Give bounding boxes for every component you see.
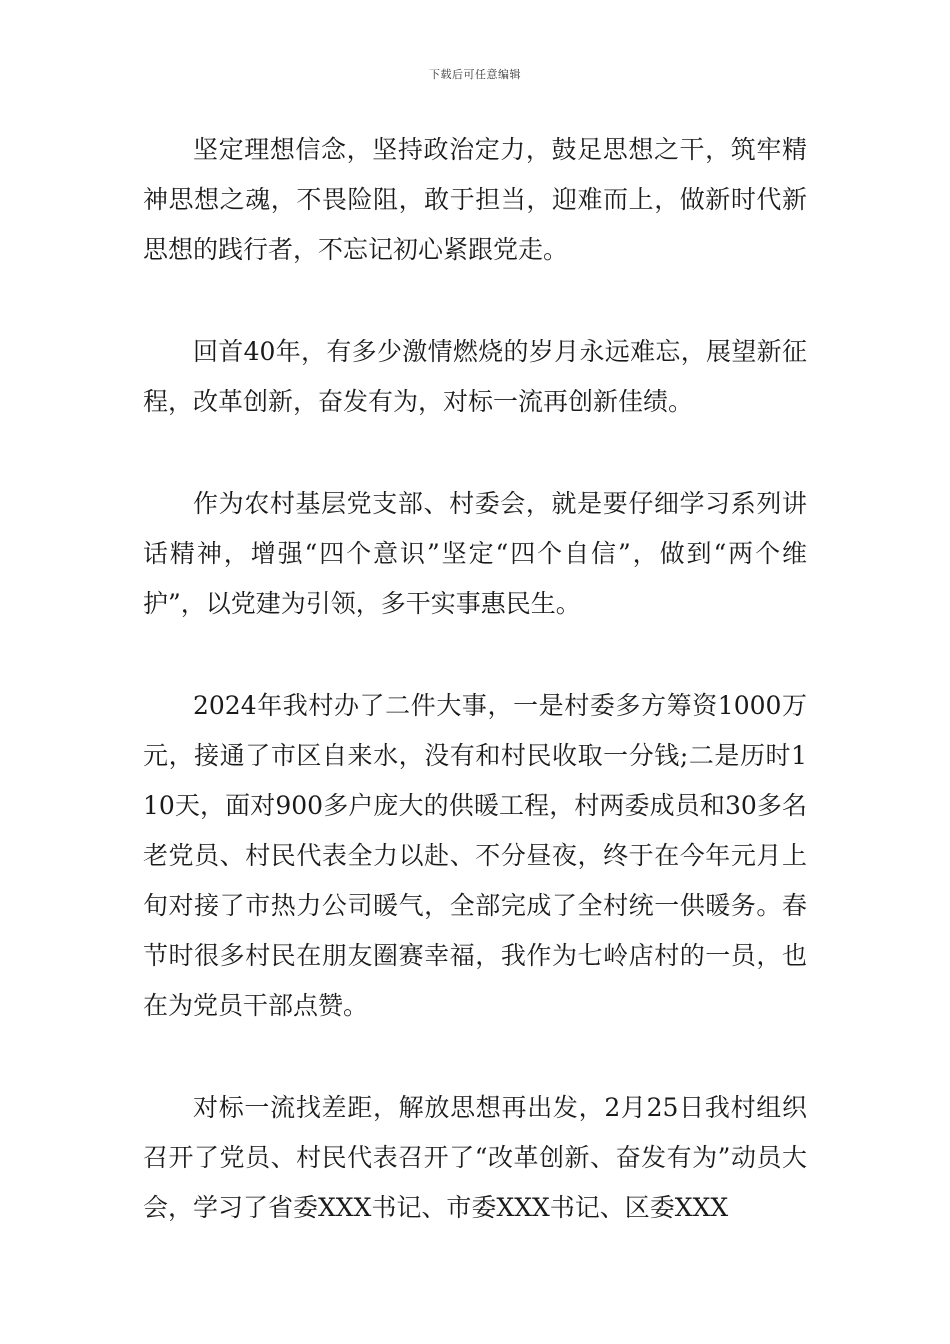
paragraph: 作为农村基层党支部、村委会，就是要仔细学习系列讲话精神，增强“四个意识”坚定“四个自信”，做到“两个维护”，以党建为引领，多干实事惠民生。 [143, 489, 807, 618]
header-note: 下载后可任意编辑 [429, 68, 521, 81]
paragraph: 2024年我村办了二件大事，一是村委多方筹资1000万元，接通了市区自来水，没有和村民收取一分钱;二是历时110天，面对900多户庞大的供暖工程，村两委成员和30多名老党员、村民代表全力以赴、不分昼夜，终于在今年元月上旬对接了市热力公司暖气，全部完成了全村统一供暖务。春节时很多村民在朋友圈赛幸福，我作为七岭店村的一员，也在为党员干部点赞。 [143, 691, 807, 1020]
paragraph: 回首40年，有多少激情燃烧的岁月永远难忘，展望新征程，改革创新，奋发有为，对标一流再创新佳绩。 [143, 337, 807, 416]
paragraph: 对标一流找差距，解放思想再出发，2月25日我村组织召开了党员、村民代表召开了“改革创新、奋发有为”动员大会，学习了省委XXX书记、市委XXX书记、区委XXX [143, 1093, 807, 1222]
paragraph: 坚定理想信念，坚持政治定力，鼓足思想之干，筑牢精神思想之魂，不畏险阻，敢于担当，迎难而上，做新时代新思想的践行者，不忘记初心紧跟党走。 [143, 135, 807, 264]
document-body [143, 125, 807, 1285]
